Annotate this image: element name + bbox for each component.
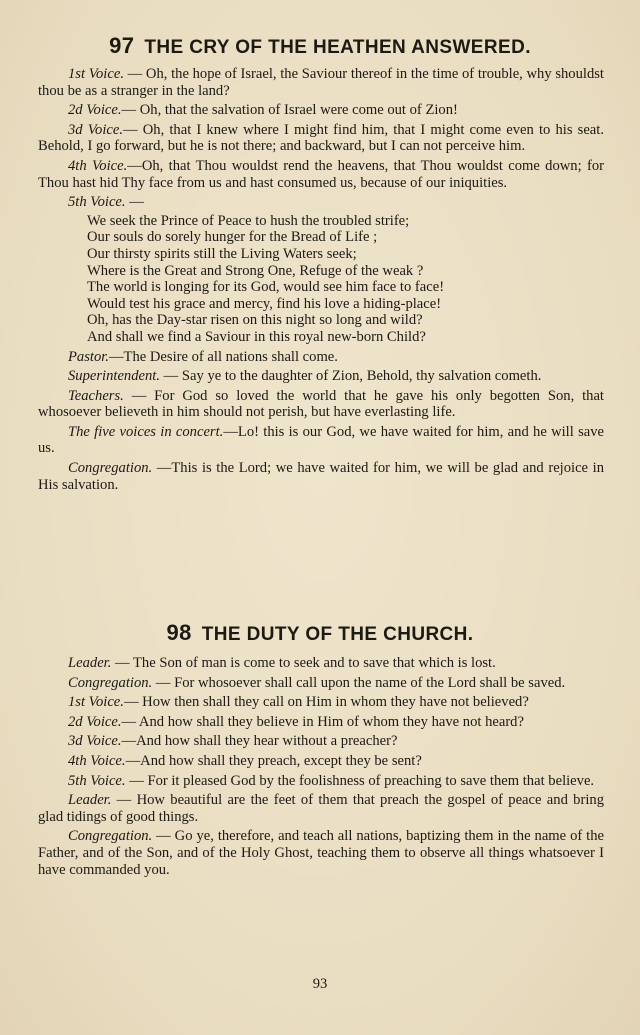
section-98-title: THE DUTY OF THE CHURCH. [201,624,474,645]
reading-text: —Oh, that Thou wouldst rend the heavens, that Thou wouldst come down; for Thou hast hid Thy face from us and hast consumed us, because of our iniquities. [38,157,604,191]
reading-text: — How then shall they call on Him in whom they have not believed? [123,694,529,711]
reading-text: —The Desire of all nations shall come. [108,348,338,365]
speaker-label: 4th Voice. [68,752,126,769]
poem-line: And shall we find a Saviour in this royal new-born Child? [87,328,426,345]
poem-line: Oh, has the Day-star risen on this night so long and wild? [87,312,423,329]
reading-paragraph [38,194,604,211]
speaker-label: 2d Voice. [68,713,122,730]
reading-text: — For whosoever shall call upon the name of the Lord shall be saved. [152,674,566,691]
poem-line: Our souls do sorely hunger for the Bread of Life ; [87,229,378,246]
speaker-label: Congregation. [68,460,153,477]
speaker-label: The five voices in concert. [68,423,224,440]
reading-paragraph [38,122,604,155]
poem-line: Our thirsty spirits still the Living Waters seek; [87,245,357,262]
speaker-label: 2d Voice. [68,102,122,119]
reading-text: —This is the Lord; we have waited for him, we will be glad and rejoice in His salvation. [38,460,604,493]
reading-paragraph [38,792,604,825]
section-98-body [38,655,604,878]
reading-text: — The Son of man is come to seek and to save that which is lost. [111,655,496,671]
reading-paragraph [38,349,604,366]
poem-line: We seek the Prince of Peace to hush the troubled strife; [87,212,410,229]
reading-paragraph [38,102,604,119]
reading-paragraph [38,388,604,421]
reading-paragraph [38,694,604,711]
reading-text: — Oh, the hope of Israel, the Saviour thereof in the time of trouble, why shouldst thou be as a stranger in the land? [38,66,604,99]
poem-stanza [87,213,604,346]
page-number: 93 [312,976,328,992]
reading-paragraph [38,655,604,672]
reading-paragraph [38,368,604,385]
section-97-number: 97 [109,33,135,58]
speaker-label: Congregation. [68,828,153,845]
reading-paragraph [38,733,604,750]
section-97-heading [0,34,640,60]
speaker-label: 3d Voice. [68,733,122,750]
speaker-label: Superintendent. [68,368,161,385]
reading-text: — For God so loved the world that he gave his only begotten Son, that whosoever believeth in him should not perish, but have everlasting life. [38,387,604,421]
section-97-body [38,66,604,493]
reading-paragraph [38,753,604,770]
reading-text: — Say ye to the daughter of Zion, Behold, thy salvation cometh. [160,368,542,385]
speaker-label: 3d Voice. [68,121,123,138]
section-97-title: THE CRY OF THE HEATHEN ANSWERED. [144,37,531,58]
speaker-label: Leader. [68,792,112,809]
reading-paragraph [38,828,604,878]
reading-text: — Go ye, therefore, and teach all nations, baptizing them in the name of the Father, and of the Son, and of the Holy Ghost, teaching them to observe all things whatsoever I have commanded you. [38,828,604,878]
reading-paragraph [38,675,604,692]
poem-line: Would test his grace and mercy, find his love a hiding-place! [87,295,442,312]
poem-line: Where is the Great and Strong One, Refuge of the weak ? [87,262,424,279]
poem-line: The world is longing for its God, would see him face to face! [87,279,445,296]
speaker-label: 5th Voice. [68,772,126,789]
section-98-number: 98 [166,620,192,645]
reading-paragraph [38,773,604,790]
reading-text: —And how shall they preach, except they be sent? [125,752,422,769]
reading-text: — [125,194,144,211]
reading-text: — And how shall they believe in Him of whom they have not heard? [121,713,524,730]
speaker-label: Teachers. [68,387,124,404]
speaker-label: Pastor. [68,348,109,365]
reading-paragraph [38,460,604,493]
reading-text: — Oh, that the salvation of Israel were come out of Zion! [121,102,458,119]
reading-paragraph [38,714,604,731]
speaker-label: 1st Voice. [68,66,124,82]
speaker-label: 1st Voice. [68,694,124,711]
speaker-label: Congregation. [68,674,153,691]
speaker-label: 4th Voice. [68,157,128,174]
reading-text: — How beautiful are the feet of them that preach the gospel of peace and bring glad tidings of good things. [38,792,604,825]
speaker-label: Leader. [68,655,112,671]
speaker-label: 5th Voice. [68,194,126,211]
reading-text: —And how shall they hear without a preacher? [121,733,398,750]
reading-paragraph [38,66,604,99]
reading-text: — Oh, that I knew where I might find him, that I might come even to his seat. Behold, I go forward, but he is not there; and backward, but I can not perceive him. [38,121,604,155]
section-98-heading [0,621,640,647]
reading-paragraph [38,158,604,191]
reading-text: — For it pleased God by the foolishness of preaching to save them that believe. [125,772,595,789]
reading-paragraph [38,424,604,457]
reading-text: —Lo! this is our God, we have waited for him, and he will save us. [38,423,604,457]
